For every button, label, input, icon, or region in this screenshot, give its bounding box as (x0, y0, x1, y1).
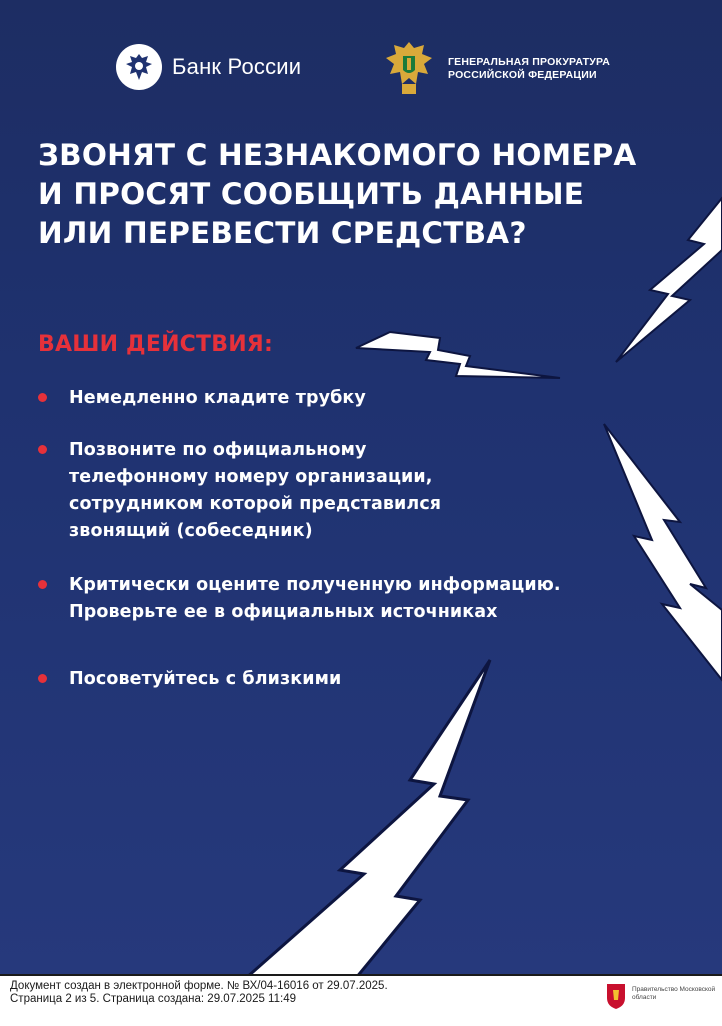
headline-line-2: И ПРОСЯТ СООБЩИТЬ ДАННЫЕ (38, 177, 585, 211)
prosecutor-emblem-icon (384, 40, 434, 98)
headline (38, 136, 698, 253)
moscow-oblast-emblem-icon (605, 982, 627, 1010)
footer-text (10, 980, 388, 1006)
bullet-icon (38, 580, 47, 589)
lightning-bolt-lower-right (604, 424, 722, 680)
footer-line-1: Документ создан в электронной форме. № ВХ/04-16016 от 29.07.2025. (10, 980, 388, 992)
action-text (69, 437, 441, 545)
action-line: сотрудником которой представился (69, 494, 442, 514)
prosecutor-name (448, 56, 610, 82)
prosecutor-logo (384, 40, 610, 98)
action-text (69, 572, 561, 626)
prosecutor-name-line-1: ГЕНЕРАЛЬНАЯ ПРОКУРАТУРА (448, 56, 611, 68)
action-line: Проверьте ее в официальных источниках (69, 602, 498, 622)
actions-title: ВАШИ ДЕЙСТВИЯ: (38, 332, 273, 357)
footer-line-2: Страница 2 из 5. Страница создана: 29.07.2025 11:49 (10, 993, 296, 1005)
action-line: Посоветуйтесь с близкими (69, 669, 342, 689)
headline-line-1: ЗВОНЯТ С НЕЗНАКОМОГО НОМЕРА (38, 138, 637, 172)
bullet-icon (38, 393, 47, 402)
footer-org: Правительство Московской области (632, 986, 716, 1001)
lightning-bolt-middle (356, 332, 560, 378)
bank-name: Банк России (172, 54, 302, 79)
bank-of-russia-logo (116, 44, 301, 90)
document-footer (0, 974, 722, 1026)
action-line: телефонному номеру организации, (69, 467, 433, 487)
action-line: Критически оцените полученную информацию. (69, 575, 561, 595)
bullet-icon (38, 445, 47, 454)
lightning-bolt-bottom (246, 660, 490, 978)
action-line: звонящий (собеседник) (69, 521, 313, 541)
action-line: Немедленно кладите трубку (69, 388, 366, 408)
prosecutor-name-line-2: РОССИЙСКОЙ ФЕДЕРАЦИИ (448, 69, 597, 81)
bank-of-russia-eagle-icon (116, 44, 162, 90)
headline-line-3: ИЛИ ПЕРЕВЕСТИ СРЕДСТВА? (38, 216, 527, 250)
action-text (69, 385, 366, 412)
action-line: Позвоните по официальному (69, 440, 367, 460)
action-text (69, 666, 341, 693)
bullet-icon (38, 674, 47, 683)
